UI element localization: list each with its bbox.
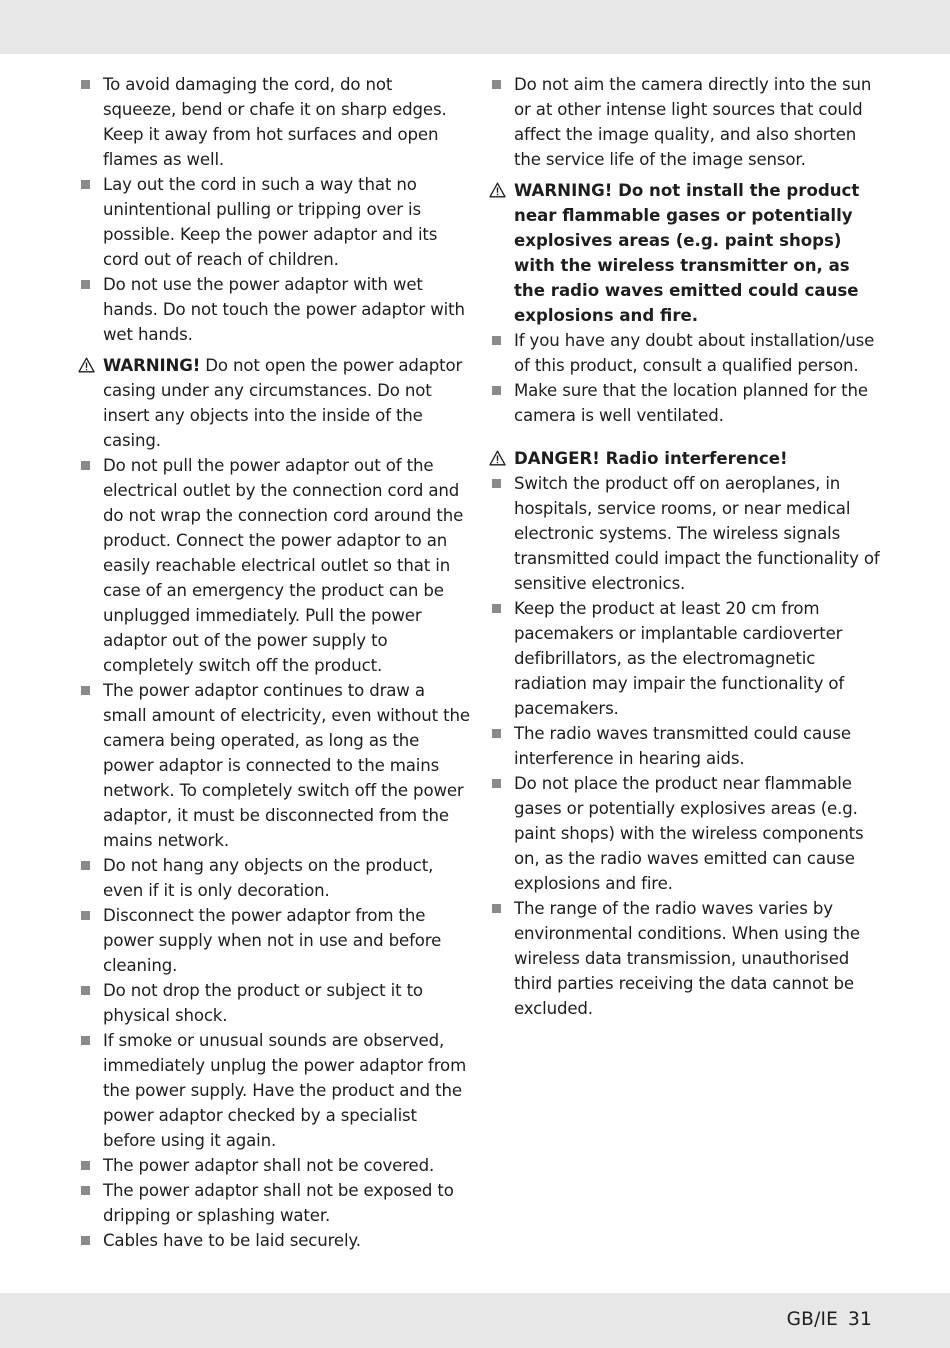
warning-label: WARNING! bbox=[103, 356, 201, 375]
warning-block bbox=[78, 353, 470, 453]
header-band bbox=[0, 0, 950, 54]
list-item: The range of the radio waves varies by environmental conditions. When using the wireless data transmission, unauthorised third parties receiving the data cannot be excluded. bbox=[489, 896, 881, 1021]
square-bullet-icon bbox=[81, 280, 90, 289]
list-item: Do not drop the product or subject it to physical shock. bbox=[78, 978, 470, 1028]
square-bullet-icon bbox=[81, 180, 90, 189]
square-bullet-icon bbox=[81, 686, 90, 695]
list-item: Disconnect the power adaptor from the power supply when not in use and before cleaning. bbox=[78, 903, 470, 978]
list-item: The radio waves transmitted could cause interference in hearing aids. bbox=[489, 721, 881, 771]
square-bullet-icon bbox=[81, 911, 90, 920]
square-bullet-icon bbox=[492, 80, 501, 89]
footer-region: GB/IE bbox=[786, 1309, 839, 1330]
right-column bbox=[489, 72, 881, 1021]
left-column bbox=[78, 72, 470, 1253]
square-bullet-icon bbox=[492, 336, 501, 345]
list-item: The power adaptor continues to draw a small amount of electricity, even without the camera being operated, as long as the power adaptor is connected to the mains network. To completely switch off the power adaptor, it must be disconnected from the mains network. bbox=[78, 678, 470, 853]
square-bullet-icon bbox=[81, 986, 90, 995]
warning-triangle-icon bbox=[489, 182, 506, 198]
square-bullet-icon bbox=[492, 604, 501, 613]
danger-text: DANGER! Radio interference! bbox=[514, 449, 788, 468]
page-footer bbox=[777, 1309, 872, 1330]
danger-heading bbox=[489, 446, 881, 471]
warning-text: Do not open the power adaptor casing under any circumstances. Do not insert any objects into the inside of the casing. bbox=[103, 356, 463, 450]
list-item: The power adaptor shall not be covered. bbox=[78, 1153, 470, 1178]
square-bullet-icon bbox=[492, 386, 501, 395]
list-item: Cables have to be laid securely. bbox=[78, 1228, 470, 1253]
list-item: Do not aim the camera directly into the sun or at other intense light sources that could affect the image quality, and also shorten the service life of the image sensor. bbox=[489, 72, 881, 172]
square-bullet-icon bbox=[81, 1161, 90, 1170]
warning-triangle-icon bbox=[489, 450, 506, 466]
warning-triangle-icon bbox=[78, 357, 95, 373]
list-item: Do not hang any objects on the product, even if it is only decoration. bbox=[78, 853, 470, 903]
warning-block bbox=[489, 178, 881, 328]
list-item: If you have any doubt about installation/use of this product, consult a qualified person. bbox=[489, 328, 881, 378]
square-bullet-icon bbox=[81, 1186, 90, 1195]
square-bullet-icon bbox=[492, 779, 501, 788]
square-bullet-icon bbox=[81, 861, 90, 870]
list-item: If smoke or unusual sounds are observed, immediately unplug the power adaptor from the power supply. Have the product and the power adaptor checked by a specialist before using it again. bbox=[78, 1028, 470, 1153]
list-item: The power adaptor shall not be exposed to dripping or splashing water. bbox=[78, 1178, 470, 1228]
list-item: Lay out the cord in such a way that no unintentional pulling or tripping over is possible. Keep the power adaptor and its cord out of reach of children. bbox=[78, 172, 470, 272]
square-bullet-icon bbox=[81, 1036, 90, 1045]
square-bullet-icon bbox=[81, 80, 90, 89]
square-bullet-icon bbox=[492, 479, 501, 488]
list-item: Do not place the product near flammable gases or potentially explosives areas (e.g. paint shops) with the wireless components on, as the radio waves emitted can cause explosions and fire. bbox=[489, 771, 881, 896]
list-item: Switch the product off on aeroplanes, in hospitals, service rooms, or near medical electronic systems. The wireless signals transmitted could impact the functionality of sensitive electronics. bbox=[489, 471, 881, 596]
page-number: 31 bbox=[848, 1309, 872, 1330]
square-bullet-icon bbox=[81, 1236, 90, 1245]
list-item: To avoid damaging the cord, do not squeeze, bend or chafe it on sharp edges. Keep it away from hot surfaces and open flames as well. bbox=[78, 72, 470, 172]
list-item: Do not pull the power adaptor out of the electrical outlet by the connection cord and do not wrap the connection cord around the product. Connect the power adaptor to an easily reachable electrical outlet so that in case of an emergency the product can be unplugged immediately. Pull the power adaptor out of the power supply to completely switch off the product. bbox=[78, 453, 470, 678]
list-item: Make sure that the location planned for the camera is well ventilated. bbox=[489, 378, 881, 428]
square-bullet-icon bbox=[492, 729, 501, 738]
list-item: Keep the product at least 20 cm from pacemakers or implantable cardioverter defibrillators, as the electromagnetic radiation may impair the functionality of pacemakers. bbox=[489, 596, 881, 721]
warning-text: WARNING! Do not install the product near flammable gases or potentially explosives areas (e.g. paint shops) with the wireless transmitter on, as the radio waves emitted could cause explosions and fire. bbox=[514, 181, 860, 325]
square-bullet-icon bbox=[492, 904, 501, 913]
list-item: Do not use the power adaptor with wet hands. Do not touch the power adaptor with wet hands. bbox=[78, 272, 470, 347]
square-bullet-icon bbox=[81, 461, 90, 470]
